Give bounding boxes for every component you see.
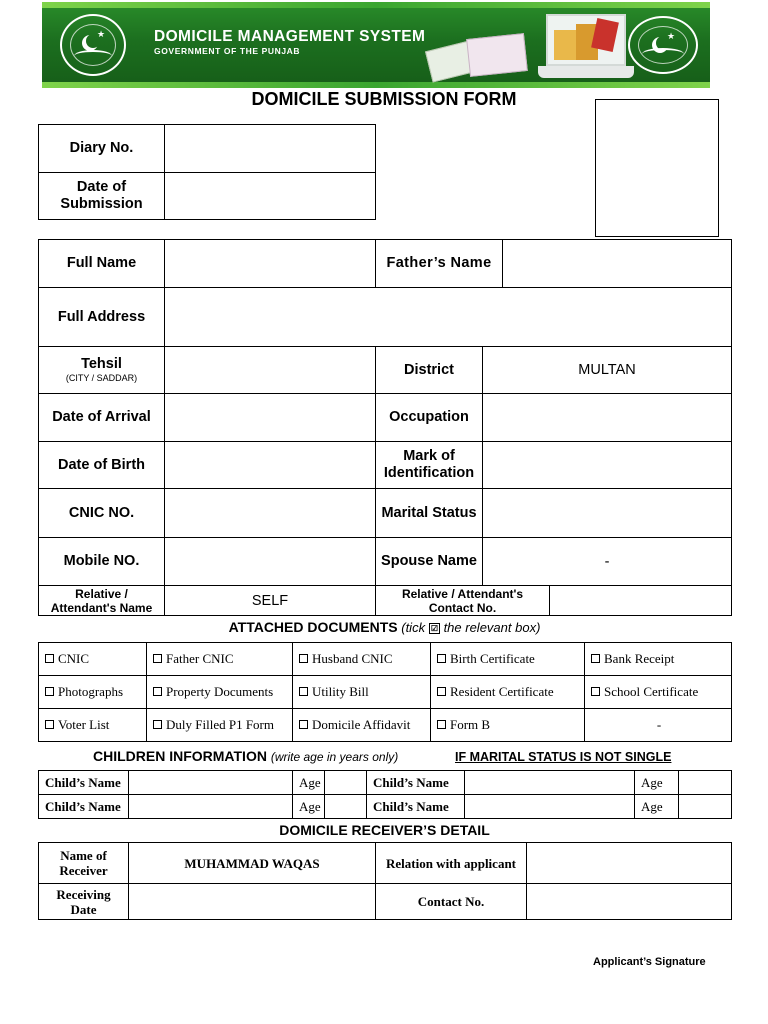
doc-school-certificate[interactable]: School Certificate <box>585 676 732 709</box>
documents-note-tick: tick <box>405 620 426 635</box>
child-name-label: Child’s Name <box>39 771 129 795</box>
applicant-signature-label: Applicant’s Signature <box>593 956 706 968</box>
full-name-field[interactable] <box>165 240 376 288</box>
receiver-detail-table <box>38 842 732 920</box>
receiver-detail-heading: DOMICILE RECEIVER’S DETAIL <box>279 822 490 838</box>
documents-illustration-icon <box>428 32 528 76</box>
header-banner <box>42 2 710 88</box>
marital-status-label: Marital Status <box>376 489 483 538</box>
attached-documents-heading <box>38 619 731 635</box>
child-name-label: Child’s Name <box>367 771 465 795</box>
checkbox[interactable] <box>437 687 446 696</box>
diary-no-field[interactable] <box>165 125 376 173</box>
doc-duly-filled-p1-form[interactable]: Duly Filled P1 Form <box>147 709 293 742</box>
doc-property-documents[interactable]: Property Documents <box>147 676 293 709</box>
checkbox[interactable] <box>45 720 54 729</box>
children-table <box>38 770 732 819</box>
doc-father-cnic[interactable]: Father CNIC <box>147 643 293 676</box>
fathers-name-label: Father’s Name <box>376 240 503 288</box>
date-of-arrival-label: Date of Arrival <box>39 394 165 442</box>
relative-contact-label: Relative / Attendant's Contact No. <box>376 586 550 616</box>
doc-empty: - <box>585 709 732 742</box>
relative-name-label: Relative / Attendant's Name <box>39 586 165 616</box>
checkbox[interactable] <box>591 654 600 663</box>
documents-note-open: ( <box>397 620 406 635</box>
spouse-name-field[interactable]: - <box>483 538 732 586</box>
checkbox[interactable] <box>591 687 600 696</box>
cnic-label: CNIC NO. <box>39 489 165 538</box>
doc-form-b[interactable]: Form B <box>431 709 585 742</box>
punjab-emblem-icon: ★ <box>60 14 126 76</box>
personal-info-table <box>38 239 732 616</box>
doc-voter-list[interactable]: Voter List <box>39 709 147 742</box>
relation-with-applicant-field[interactable] <box>527 843 732 884</box>
attached-documents-title: ATTACHED DOCUMENTS <box>228 619 398 635</box>
date-of-submission-field[interactable] <box>165 173 376 220</box>
fathers-name-field[interactable] <box>503 240 732 288</box>
laptop-folders-icon <box>538 14 634 84</box>
contact-no-label: Contact No. <box>376 884 527 920</box>
checkbox[interactable] <box>45 687 54 696</box>
doc-birth-certificate[interactable]: Birth Certificate <box>431 643 585 676</box>
doc-cnic[interactable]: CNIC <box>39 643 147 676</box>
doc-utility-bill[interactable]: Utility Bill <box>293 676 431 709</box>
doc-bank-receipt[interactable]: Bank Receipt <box>585 643 732 676</box>
receiving-date-label: Receiving Date <box>39 884 129 920</box>
child-age-field[interactable] <box>325 771 367 795</box>
children-heading-group <box>93 748 398 764</box>
name-of-receiver-label: Name of Receiver <box>39 843 129 884</box>
documents-note-close: ) <box>536 620 541 635</box>
system-title: DOMICILE MANAGEMENT SYSTEM <box>154 28 426 45</box>
form-title: DOMICILE SUBMISSION FORM <box>251 89 517 109</box>
mobile-label: Mobile NO. <box>39 538 165 586</box>
full-address-label: Full Address <box>39 288 165 347</box>
child-age-field[interactable] <box>325 795 367 819</box>
child-age-label: Age <box>293 771 325 795</box>
doc-husband-cnic[interactable]: Husband CNIC <box>293 643 431 676</box>
receiving-date-field[interactable] <box>129 884 376 920</box>
child-name-label: Child’s Name <box>367 795 465 819</box>
diary-no-label: Diary No. <box>39 125 165 173</box>
full-address-field[interactable] <box>165 288 732 347</box>
date-of-birth-field[interactable] <box>165 442 376 489</box>
photo-box[interactable] <box>595 99 719 237</box>
marital-status-field[interactable] <box>483 489 732 538</box>
child-age-field[interactable] <box>679 795 732 819</box>
date-of-submission-label: Date of Submission <box>39 173 165 220</box>
relative-contact-field[interactable] <box>550 586 732 616</box>
tehsil-field[interactable] <box>165 347 376 394</box>
contact-no-field[interactable] <box>527 884 732 920</box>
banner-top-strip <box>42 2 710 8</box>
checkbox[interactable] <box>299 687 308 696</box>
tehsil-hint: (CITY / SADDAR) <box>65 373 138 383</box>
cnic-field[interactable] <box>165 489 376 538</box>
tehsil-label-text: Tehsil <box>81 356 122 372</box>
full-name-label: Full Name <box>39 240 165 288</box>
child-age-label: Age <box>635 795 679 819</box>
tehsil-label <box>39 347 165 394</box>
checkbox[interactable] <box>153 687 162 696</box>
relative-name-field[interactable]: SELF <box>165 586 376 616</box>
checkbox[interactable] <box>437 720 446 729</box>
documents-note-rest: the relevant box <box>439 620 537 635</box>
children-condition: IF MARITAL STATUS IS NOT SINGLE <box>455 750 672 764</box>
checked-box-icon: ☑ <box>430 624 439 633</box>
checkbox[interactable] <box>299 720 308 729</box>
date-of-birth-label: Date of Birth <box>39 442 165 489</box>
child-age-label: Age <box>635 771 679 795</box>
occupation-field[interactable] <box>483 394 732 442</box>
doc-domicile-affidavit[interactable]: Domicile Affidavit <box>293 709 431 742</box>
checkbox[interactable] <box>299 654 308 663</box>
child-name-field[interactable] <box>129 771 293 795</box>
checkbox[interactable] <box>153 720 162 729</box>
mobile-field[interactable] <box>165 538 376 586</box>
district-field[interactable]: MULTAN <box>483 347 732 394</box>
date-of-arrival-field[interactable] <box>165 394 376 442</box>
checkbox[interactable] <box>437 654 446 663</box>
checkbox[interactable] <box>153 654 162 663</box>
government-name: GOVERNMENT OF THE PUNJAB <box>154 46 301 56</box>
child-name-field[interactable] <box>129 795 293 819</box>
occupation-label: Occupation <box>376 394 483 442</box>
children-note: (write age in years only) <box>270 750 399 764</box>
mark-of-identification-field[interactable] <box>483 442 732 489</box>
child-age-label: Age <box>293 795 325 819</box>
attached-documents-table <box>38 642 732 742</box>
relation-with-applicant-label: Relation with applicant <box>376 843 527 884</box>
spouse-name-label: Spouse Name <box>376 538 483 586</box>
child-name-field[interactable] <box>465 771 635 795</box>
diary-table <box>38 124 376 220</box>
district-label: District <box>376 347 483 394</box>
child-name-label: Child’s Name <box>39 795 129 819</box>
mark-of-identification-label: Mark of Identification <box>376 442 483 489</box>
checkbox[interactable] <box>45 654 54 663</box>
doc-photographs[interactable]: Photographs <box>39 676 147 709</box>
child-name-field[interactable] <box>465 795 635 819</box>
name-of-receiver-field[interactable]: MUHAMMAD WAQAS <box>129 843 376 884</box>
child-age-field[interactable] <box>679 771 732 795</box>
doc-resident-certificate[interactable]: Resident Certificate <box>431 676 585 709</box>
punjab-emblem-icon: ★ <box>628 16 698 74</box>
children-title: CHILDREN INFORMATION <box>93 748 267 764</box>
